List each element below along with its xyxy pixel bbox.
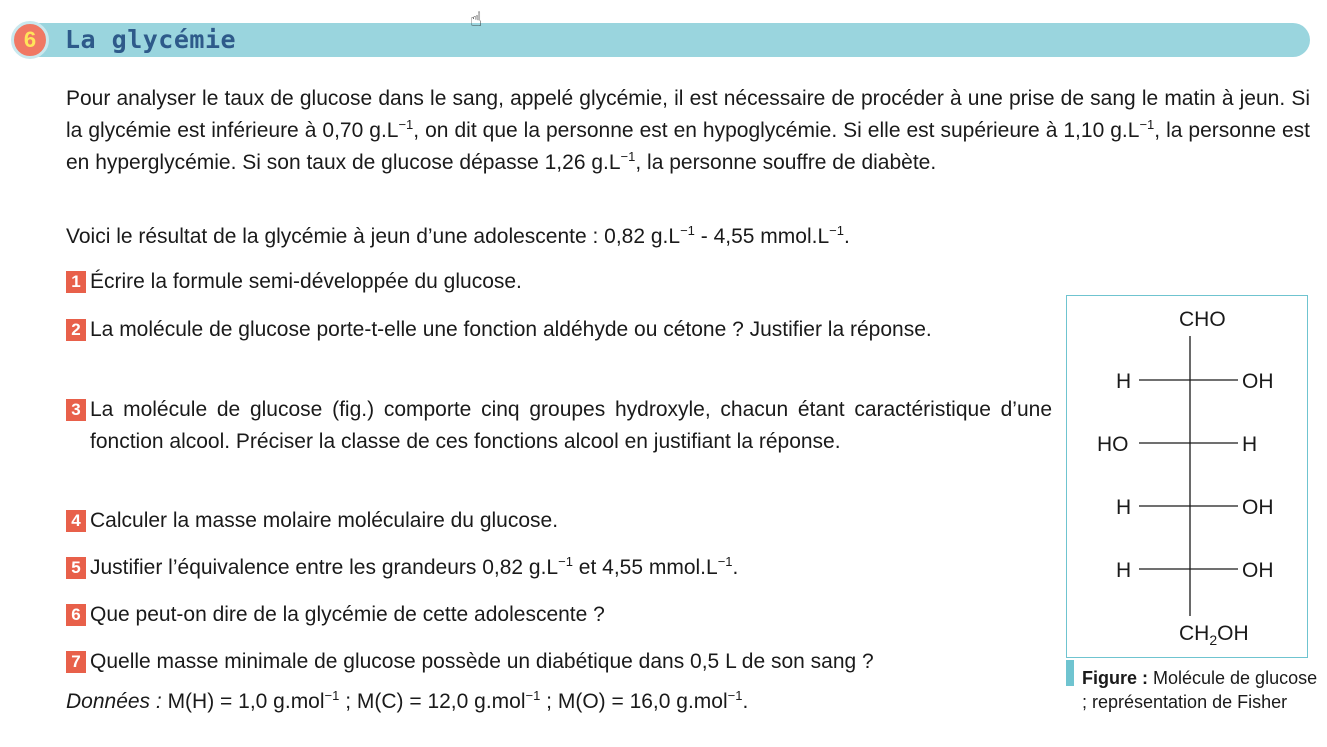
row4-left: H [1116,559,1132,582]
question-text-a: Justifier l’équivalence entre les grandeurs 0,82 g.L [90,556,559,579]
exercise-number-badge [11,21,49,59]
question-number: 3 [66,399,86,421]
exp: −1 [680,223,695,238]
exp: −1 [558,554,573,569]
figure-caption [1082,666,1318,714]
caption-bold: Figure : [1082,668,1148,688]
question-text: La molécule de glucose (fig.) comporte cinq groupes hydroxyle, chacun étant caractéristique d’une fonction alcool. Préciser la classe de ces fonctions alcool en justifiant la réponse. [90,398,1052,453]
intro-text-3: , la personne est en hyperglycémie. Si son taux de glucose dépasse 1,26 g.L [66,119,1310,174]
row3-right: OH [1242,496,1274,519]
question-3 [66,394,1052,458]
bottom-ch: CH [1179,622,1210,645]
question-7 [66,646,1050,678]
data-text-c: ; M(O) = 16,0 g.mol [540,690,728,713]
caption-text: Molécule de glucose ; représentation de Fisher [1082,668,1318,712]
question-text: Que peut-on dire de la glycémie de cette adolescente ? [90,603,605,626]
intro-text-1: Pour analyser le taux de glucose dans le sang, appelé glycémie, il est nécessaire de procéder à une prise de sang le matin à jeun. Si la glycémie est inférieure à 0,70 g.L [66,87,1310,142]
row4-right: OH [1242,559,1274,582]
question-2 [66,314,1052,346]
question-number: 5 [66,557,86,579]
exp: −1 [620,149,636,164]
data-label: Données : [66,690,162,713]
intro-paragraph [66,83,1310,179]
fisher-projection [1067,296,1309,659]
question-6 [66,599,1050,631]
caption-bar [1066,660,1074,686]
exercise-number: 6 [23,27,37,52]
row3-left: H [1116,496,1132,519]
question-text: Quelle masse minimale de glucose possède un diabétique dans 0,5 L de son sang ? [90,650,874,673]
exercise-title: La glycémie [65,25,237,54]
question-number: 4 [66,510,86,532]
exp: −1 [727,688,743,703]
result-text-b: - 4,55 mmol.L [694,225,830,248]
question-number: 2 [66,319,86,341]
row1-right: OH [1242,370,1274,393]
question-5 [66,552,1050,584]
top-group: CHO [1179,308,1226,331]
data-text-d: . [742,690,749,713]
intro-text-2: , on dit que la personne est en hypoglycémie. Si elle est supérieure à 1,10 g.L [413,119,1140,142]
hand-cursor-icon: ☝ [470,9,483,31]
data-line [66,686,748,718]
question-text: Calculer la masse molaire moléculaire du glucose. [90,509,559,532]
bottom-oh: OH [1217,622,1249,645]
question-text-c: . [732,556,739,579]
question-4 [66,505,1050,537]
bottom-sub: 2 [1209,632,1218,648]
question-number: 6 [66,604,86,626]
result-line [66,221,850,253]
question-text: La molécule de glucose porte-t-elle une fonction aldéhyde ou cétone ? Justifier la réponse. [90,318,932,341]
row1-left: H [1116,370,1132,393]
data-text-a: M(H) = 1,0 g.mol [161,690,325,713]
exp: −1 [525,688,541,703]
bottom-group [1179,622,1249,648]
exp: −1 [1139,117,1155,132]
question-number: 1 [66,271,86,293]
exp: −1 [324,688,340,703]
question-number: 7 [66,651,86,673]
exp: −1 [398,117,414,132]
row2-left: HO [1097,433,1129,456]
exp: −1 [717,554,733,569]
fisher-figure [1066,295,1308,658]
question-text-b: et 4,55 mmol.L [572,556,718,579]
data-text-b: ; M(C) = 12,0 g.mol [339,690,526,713]
question-text: Écrire la formule semi-développée du glucose. [90,270,522,293]
question-1 [66,266,1050,298]
row2-right: H [1242,433,1258,456]
exp: −1 [829,223,844,238]
result-text-a: Voici le résultat de la glycémie à jeun d’une adolescente : 0,82 g.L [66,225,681,248]
intro-text-4: , la personne souffre de diabète. [635,151,937,174]
result-text-c: . [843,225,850,248]
